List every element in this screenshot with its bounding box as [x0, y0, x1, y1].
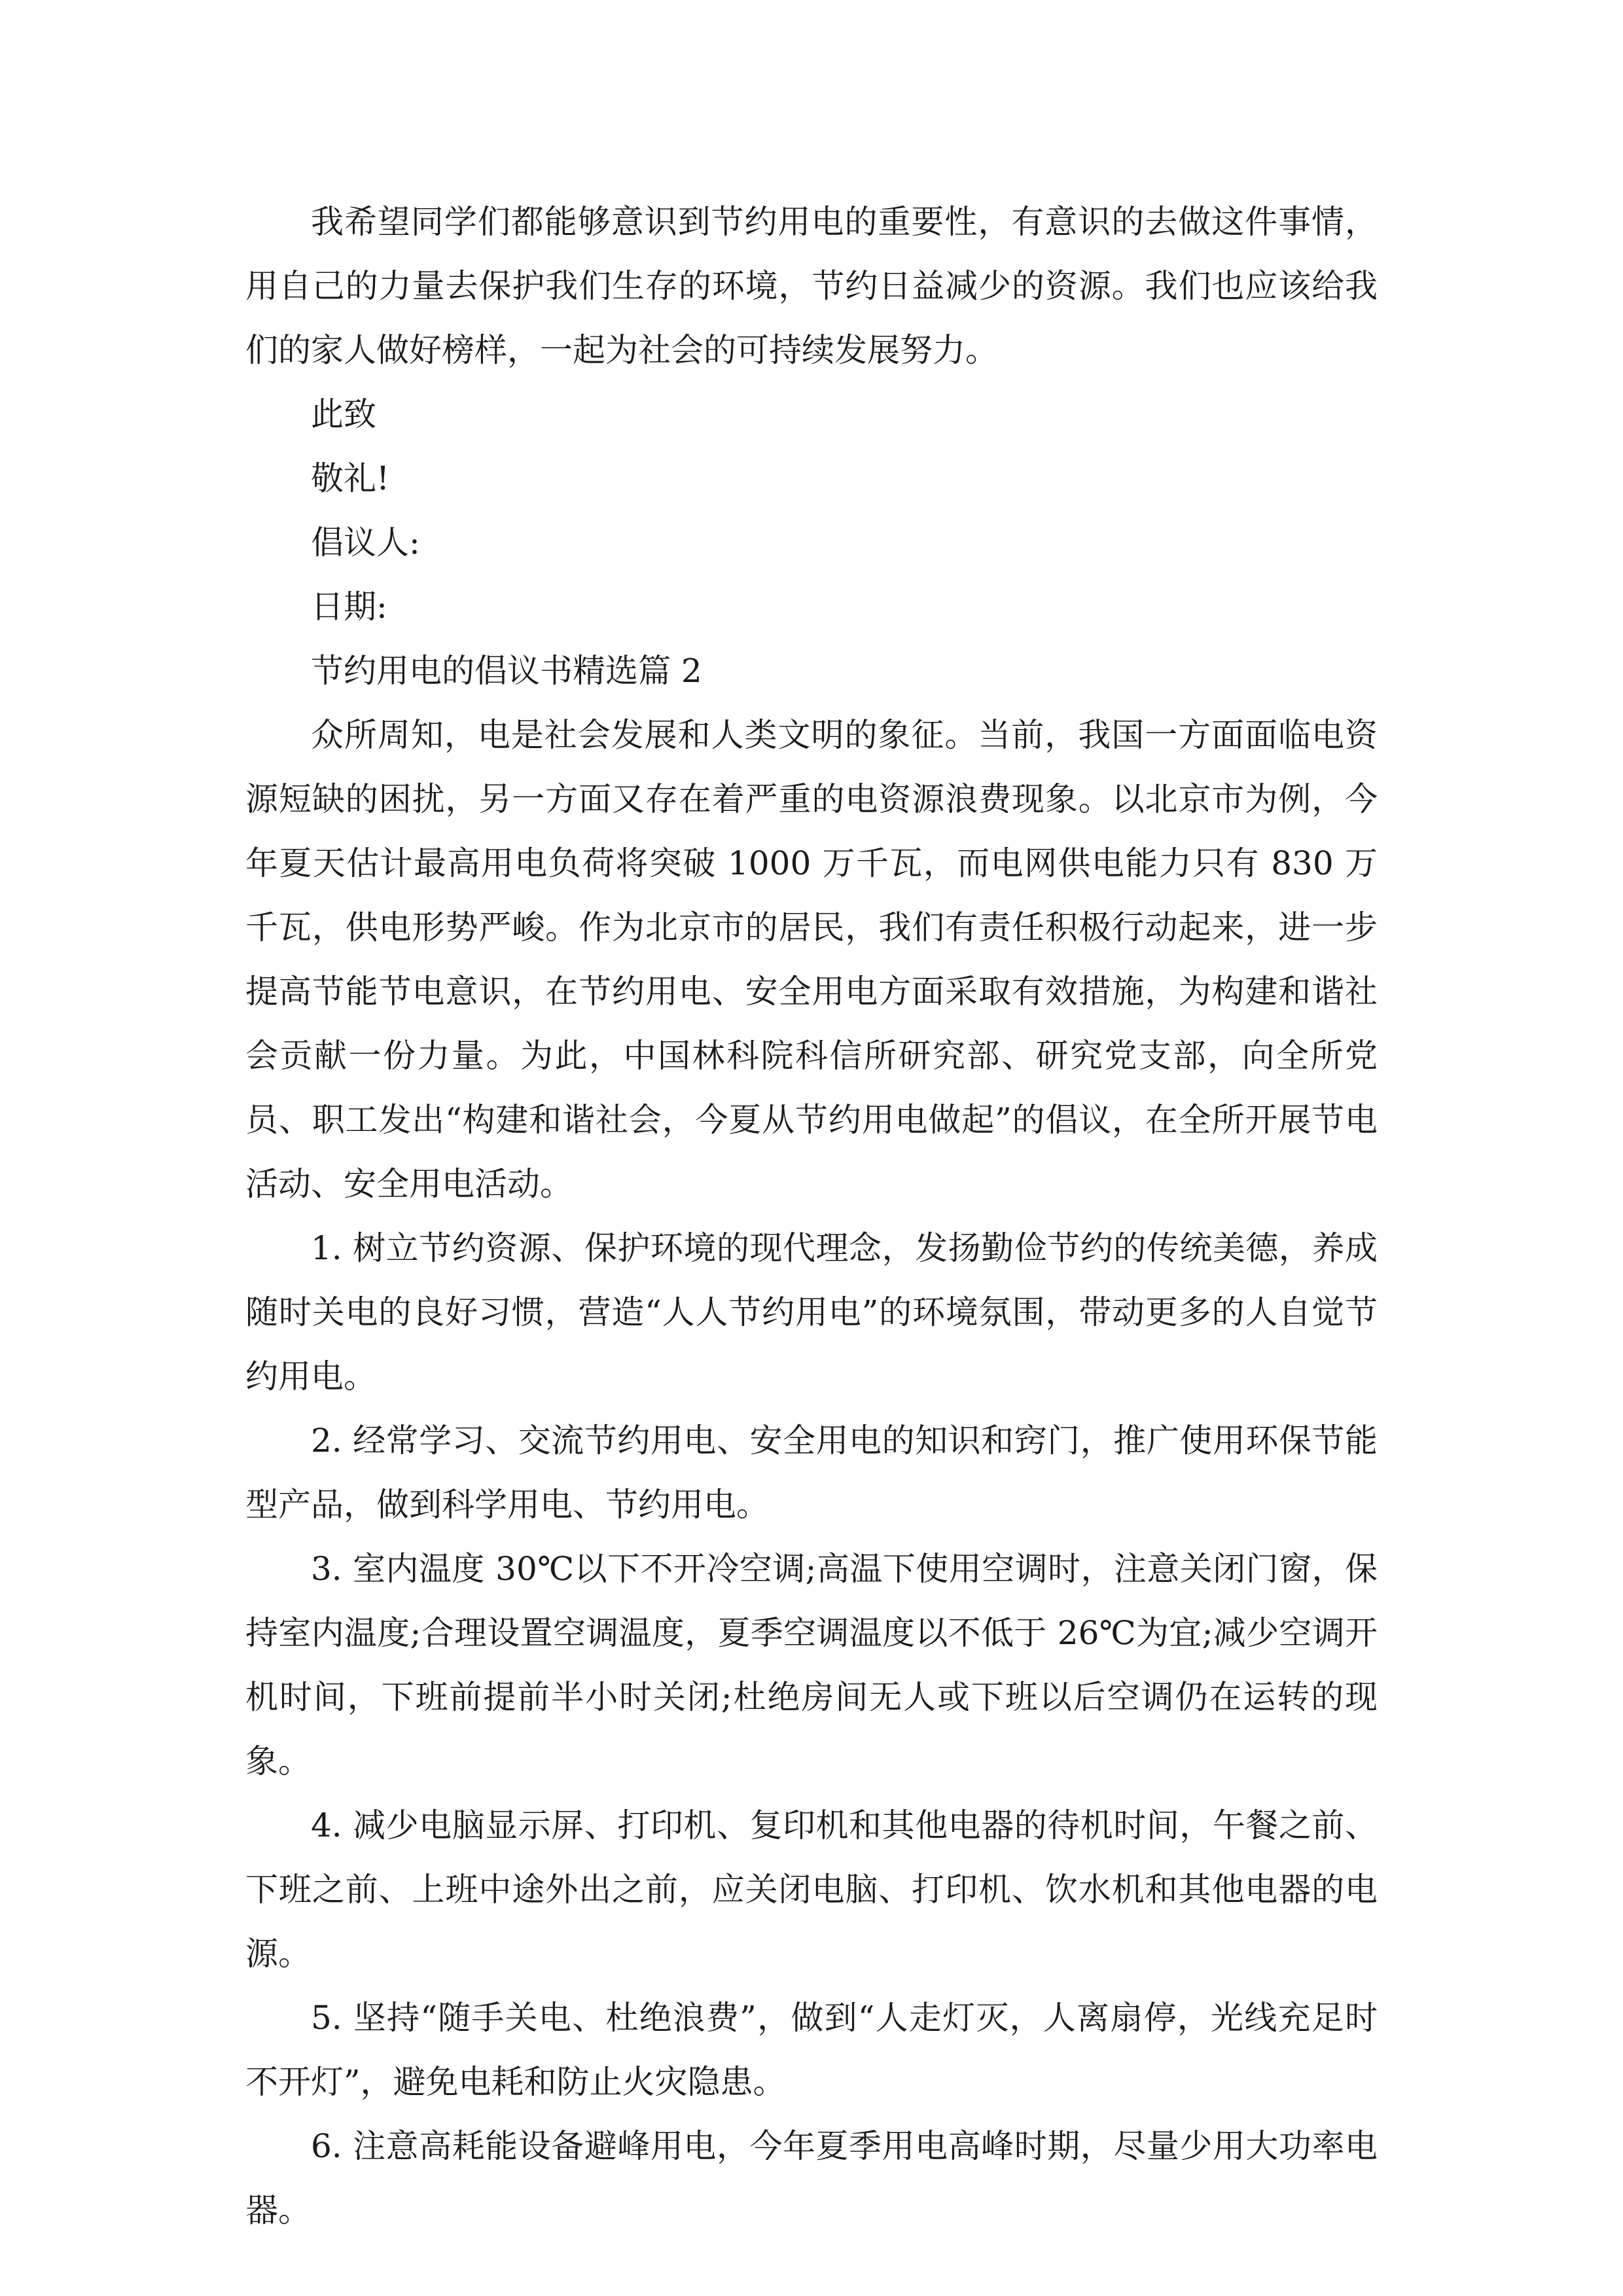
section-title: 节约用电的倡议书精选篇 2 — [311, 652, 702, 690]
list-item-6: 6. 注意高耗能设备避峰用电，今年夏季用电高峰时期，尽量少用大功率电器。 — [245, 2127, 1378, 2229]
list-item-2: 2. 经常学习、交流节约用电、安全用电的知识和窍门，推广使用环保节能型产品，做到科学用电、节约用电。 — [245, 1422, 1378, 1524]
list-item-1: 1. 树立节约资源、保护环境的现代理念，发扬勤俭节约的传统美德，养成随时关电的良好习惯，营造“人人节约用电”的环境氛围，带动更多的人自觉节约用电。 — [245, 1229, 1378, 1395]
document-body — [245, 190, 1378, 2242]
proposer-line: 倡议人: — [311, 524, 420, 562]
closing-salutation: 此致 — [311, 395, 376, 433]
date-line: 日期: — [311, 588, 387, 626]
closing-regards: 敬礼! — [311, 459, 390, 497]
list-item-5: 5. 坚持“随手关电、杜绝浪费”，做到“人走灯灭，人离扇停，光线充足时不开灯”，避免电耗和防止火灾隐患。 — [245, 1999, 1378, 2101]
body-paragraph: 众所周知，电是社会发展和人类文明的象征。当前，我国一方面面临电资源短缺的困扰，另一方面又存在着严重的电资源浪费现象。以北京市为例，今年夏天估计最高用电负荷将突破 1000 万千瓦，而电网供电能力只有 830 万千瓦，供电形势严峻。作为北京市的居民，我们有责任积极行动起来，进一步提高节能节电意识，在节约用电、安全用电方面采取有效措施，为构建和谐社会贡献一份力量。为此，中国林科院科信所研究部、研究党支部，向全所党员、职工发出“构建和谐社会，今夏从节约用电做起”的倡议，在全所开展节电活动、安全用电活动。 — [245, 716, 1378, 1203]
intro-paragraph: 我希望同学们都能够意识到节约用电的重要性，有意识的去做这件事情，用自己的力量去保护我们生存的环境，节约日益减少的资源。我们也应该给我们的家人做好榜样，一起为社会的可持续发展努力。 — [245, 203, 1378, 369]
list-item-3: 3. 室内温度 30℃以下不开冷空调;高温下使用空调时，注意关闭门窗，保持室内温度;合理设置空调温度，夏季空调温度以不低于 26℃为宜;减少空调开机时间，下班前提前半小时关闭;杜绝房间无人或下班以后空调仍在运转的现象。 — [245, 1550, 1378, 1780]
list-item-4: 4. 减少电脑显示屏、打印机、复印机和其他电器的待机时间，午餐之前、下班之前、上班中途外出之前，应关闭电脑、打印机、饮水机和其他电器的电源。 — [245, 1806, 1378, 1973]
